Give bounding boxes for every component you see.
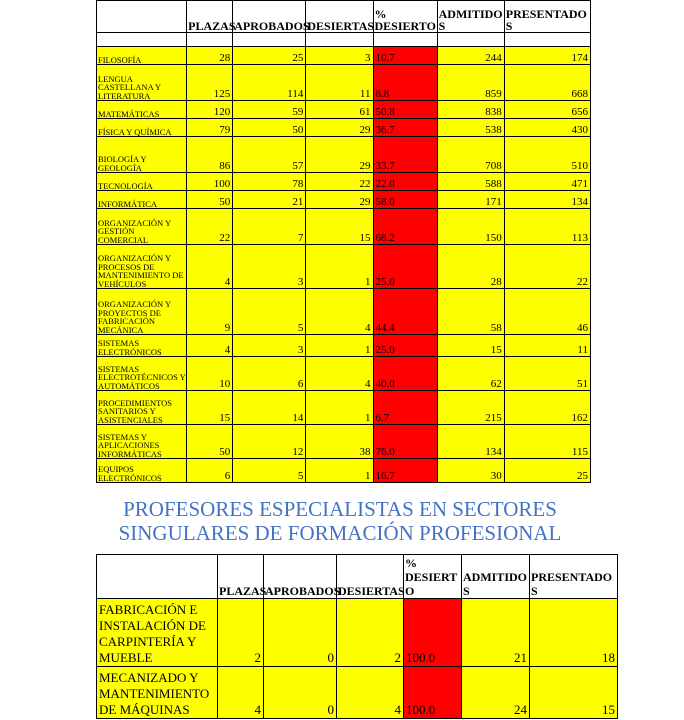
value-cell: 50 <box>233 119 306 137</box>
value-cell: 28 <box>187 47 233 65</box>
row-label: ORGANIZACIÓN Y GESTIÓN COMERCIAL <box>97 209 187 245</box>
table-row <box>97 101 591 119</box>
value-cell: 25 <box>504 459 590 483</box>
table-row <box>97 65 591 101</box>
table-row <box>97 289 591 335</box>
pct-cell: 6.7 <box>373 391 437 425</box>
value-cell: 150 <box>437 209 504 245</box>
value-cell: 4 <box>187 245 233 289</box>
value-cell: 79 <box>187 119 233 137</box>
value-cell: 4 <box>306 289 373 335</box>
value-cell: 15 <box>306 209 373 245</box>
table-row <box>97 137 591 173</box>
value-cell: 21 <box>462 599 530 667</box>
value-cell: 668 <box>504 65 590 101</box>
value-cell: 708 <box>437 137 504 173</box>
table-row <box>97 47 591 65</box>
value-cell: 25 <box>233 47 306 65</box>
header-admitidos: ADMITIDO S <box>462 555 530 599</box>
header-pct-desierto: % DESIERT O <box>404 555 462 599</box>
table-row <box>97 245 591 289</box>
table-row <box>97 191 591 209</box>
row-label: ORGANIZACIÓN Y PROYECTOS DE FABRICACIÓN MECÁNICA <box>97 289 187 335</box>
value-cell: 38 <box>306 425 373 459</box>
table-row <box>97 667 618 719</box>
header-pct-desierto: % DESIERTO <box>373 1 437 33</box>
row-label: LENGUA CASTELLANA Y LITERATURA <box>97 65 187 101</box>
header-cell <box>97 1 187 33</box>
row-label: EQUIPOS ELECTRÓNICOS <box>97 459 187 483</box>
row-label: SISTEMAS ELECTRÓNICOS <box>97 335 187 357</box>
row-label: TECNOLOGÍA <box>97 173 187 191</box>
value-cell: 22 <box>306 173 373 191</box>
value-cell: 538 <box>437 119 504 137</box>
row-label: INFORMÁTICA <box>97 191 187 209</box>
value-cell: 29 <box>306 191 373 209</box>
value-cell: 5 <box>233 459 306 483</box>
main-results-table <box>96 0 591 483</box>
table-row <box>97 425 591 459</box>
value-cell: 62 <box>437 357 504 391</box>
header-admitidos: ADMITIDO S <box>437 1 504 33</box>
header-plazas: PLAZAS <box>187 1 233 33</box>
pct-cell: 33.7 <box>373 137 437 173</box>
value-cell: 0 <box>264 667 337 719</box>
value-cell: 115 <box>504 425 590 459</box>
value-cell: 22 <box>504 245 590 289</box>
value-cell: 29 <box>306 119 373 137</box>
row-label: ORGANIZACIÓN Y PROCESOS DE MANTENIMIENTO DE VEHÍCULOS <box>97 245 187 289</box>
value-cell: 2 <box>337 599 404 667</box>
value-cell: 3 <box>233 335 306 357</box>
value-cell: 14 <box>233 391 306 425</box>
value-cell: 588 <box>437 173 504 191</box>
header-desiertas: DESIERTAS <box>306 1 373 33</box>
pct-cell: 8.8 <box>373 65 437 101</box>
value-cell: 28 <box>437 245 504 289</box>
pct-cell: 25.0 <box>373 245 437 289</box>
value-cell: 134 <box>437 425 504 459</box>
pct-cell: 100.0 <box>404 667 462 719</box>
row-label: PROCEDIMIENTOS SANITARIOS Y ASISTENCIALES <box>97 391 187 425</box>
pct-cell: 76.0 <box>373 425 437 459</box>
value-cell: 15 <box>437 335 504 357</box>
header-aprobados: APROBADOS <box>264 555 337 599</box>
value-cell: 57 <box>233 137 306 173</box>
value-cell: 4 <box>306 357 373 391</box>
table-row <box>97 119 591 137</box>
value-cell: 21 <box>233 191 306 209</box>
row-label: FABRICACIÓN E INSTALACIÓN DE CARPINTERÍA Y MUEBLE <box>97 599 218 667</box>
header-desiertas: DESIERTAS <box>337 555 404 599</box>
value-cell: 6 <box>233 357 306 391</box>
pct-cell: 58.0 <box>373 191 437 209</box>
value-cell: 29 <box>306 137 373 173</box>
value-cell: 15 <box>530 667 618 719</box>
value-cell: 100 <box>187 173 233 191</box>
row-label: BIOLOGÍA Y GEOLOGÍA <box>97 137 187 173</box>
value-cell: 838 <box>437 101 504 119</box>
pct-cell: 68.2 <box>373 209 437 245</box>
row-label: MATEMÁTICAS <box>97 101 187 119</box>
value-cell: 59 <box>233 101 306 119</box>
header-presentados: PRESENTADO S <box>504 1 590 33</box>
pct-cell: 40.0 <box>373 357 437 391</box>
value-cell: 656 <box>504 101 590 119</box>
value-cell: 215 <box>437 391 504 425</box>
value-cell: 15 <box>187 391 233 425</box>
value-cell: 120 <box>187 101 233 119</box>
value-cell: 1 <box>306 335 373 357</box>
table-row <box>97 173 591 191</box>
row-label: SISTEMAS ELECTROTÉCNICOS Y AUTOMÁTICOS <box>97 357 187 391</box>
value-cell: 471 <box>504 173 590 191</box>
value-cell: 171 <box>437 191 504 209</box>
value-cell: 12 <box>233 425 306 459</box>
table-row <box>97 599 618 667</box>
value-cell: 61 <box>306 101 373 119</box>
value-cell: 30 <box>437 459 504 483</box>
value-cell: 5 <box>233 289 306 335</box>
table-row <box>97 459 591 483</box>
value-cell: 51 <box>504 357 590 391</box>
header-row <box>97 555 618 599</box>
pct-cell: 50.8 <box>373 101 437 119</box>
value-cell: 6 <box>187 459 233 483</box>
pct-cell: 22.0 <box>373 173 437 191</box>
value-cell: 859 <box>437 65 504 101</box>
pct-cell: 16.7 <box>373 459 437 483</box>
pct-cell: 25.0 <box>373 335 437 357</box>
header-plazas: PLAZAS <box>218 555 264 599</box>
table-row <box>97 391 591 425</box>
value-cell: 50 <box>187 191 233 209</box>
value-cell: 1 <box>306 391 373 425</box>
value-cell: 4 <box>337 667 404 719</box>
value-cell: 50 <box>187 425 233 459</box>
value-cell: 24 <box>462 667 530 719</box>
value-cell: 125 <box>187 65 233 101</box>
value-cell: 22 <box>187 209 233 245</box>
header-row <box>97 1 591 33</box>
section-title: PROFESORES ESPECIALISTAS EN SECTORES SINGULARES DE FORMACIÓN PROFESIONAL <box>118 497 562 545</box>
header-aprobados: APROBADOS <box>233 1 306 33</box>
table-row <box>97 335 591 357</box>
pct-cell: 10.7 <box>373 47 437 65</box>
row-label: SISTEMAS Y APLICACIONES INFORMÁTICAS <box>97 425 187 459</box>
spacer-row <box>97 33 591 47</box>
value-cell: 162 <box>504 391 590 425</box>
value-cell: 7 <box>233 209 306 245</box>
table-row <box>97 357 591 391</box>
row-label: MECANIZADO Y MANTENIMIENTO DE MÁQUINAS <box>97 667 218 719</box>
value-cell: 46 <box>504 289 590 335</box>
row-label: FILOSOFÍA <box>97 47 187 65</box>
value-cell: 78 <box>233 173 306 191</box>
value-cell: 4 <box>187 335 233 357</box>
table-row <box>97 209 591 245</box>
value-cell: 9 <box>187 289 233 335</box>
value-cell: 134 <box>504 191 590 209</box>
value-cell: 2 <box>218 599 264 667</box>
value-cell: 11 <box>306 65 373 101</box>
value-cell: 244 <box>437 47 504 65</box>
value-cell: 113 <box>504 209 590 245</box>
value-cell: 430 <box>504 119 590 137</box>
pct-cell: 36.7 <box>373 119 437 137</box>
value-cell: 174 <box>504 47 590 65</box>
value-cell: 10 <box>187 357 233 391</box>
header-cell <box>97 555 218 599</box>
value-cell: 1 <box>306 459 373 483</box>
value-cell: 11 <box>504 335 590 357</box>
value-cell: 4 <box>218 667 264 719</box>
row-label: FÍSICA Y QUÍMICA <box>97 119 187 137</box>
value-cell: 3 <box>233 245 306 289</box>
value-cell: 0 <box>264 599 337 667</box>
value-cell: 114 <box>233 65 306 101</box>
value-cell: 86 <box>187 137 233 173</box>
specialists-results-table <box>96 554 618 719</box>
header-presentados: PRESENTADO S <box>530 555 618 599</box>
value-cell: 58 <box>437 289 504 335</box>
value-cell: 3 <box>306 47 373 65</box>
value-cell: 510 <box>504 137 590 173</box>
value-cell: 18 <box>530 599 618 667</box>
value-cell: 1 <box>306 245 373 289</box>
pct-cell: 100.0 <box>404 599 462 667</box>
pct-cell: 44.4 <box>373 289 437 335</box>
